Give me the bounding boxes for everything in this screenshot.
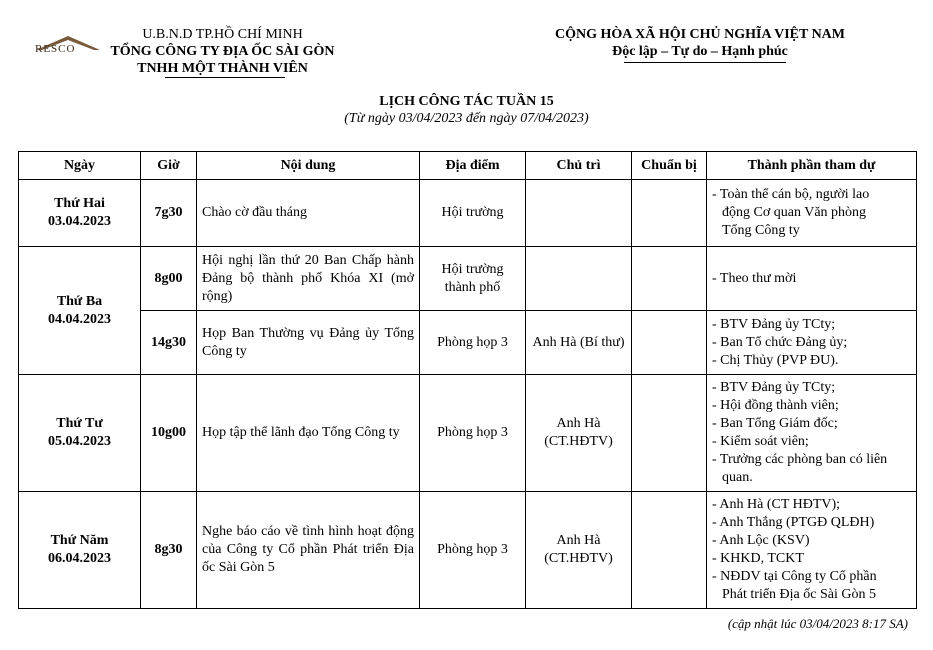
attendee-line: - Anh Thắng (PTGĐ QLĐH) bbox=[712, 515, 875, 530]
chair-cell: Anh Hà (CT.HĐTV) bbox=[526, 492, 632, 609]
content-cell: Chào cờ đầu tháng bbox=[197, 180, 420, 247]
attendee-line: - Anh Hà (CT HĐTV); bbox=[712, 497, 841, 512]
prep-cell bbox=[632, 180, 707, 247]
attendee-line: - BTV Đảng ủy TCty; bbox=[712, 380, 836, 395]
table-row bbox=[19, 247, 917, 311]
attendee-line: Tổng Công ty bbox=[722, 223, 800, 238]
schedule-table bbox=[18, 151, 917, 609]
content-cell: Họp tập thể lãnh đạo Tổng Công ty bbox=[197, 375, 420, 492]
org-line-2: TỔNG CÔNG TY ĐỊA ỐC SÀI GÒN bbox=[110, 44, 335, 59]
prep-cell bbox=[632, 492, 707, 609]
attendee-line: Phát triển Địa ốc Sài Gòn 5 bbox=[722, 587, 876, 602]
col-header-day: Ngày bbox=[19, 152, 141, 180]
time-cell: 8g30 bbox=[141, 492, 197, 609]
attendees-cell bbox=[707, 311, 917, 375]
table-row bbox=[19, 311, 917, 375]
attendee-line: - Chị Thủy (PVP ĐU). bbox=[712, 352, 839, 368]
attendee-line: - Hội đồng thành viên; bbox=[712, 398, 839, 413]
location-cell: Phòng họp 3 bbox=[420, 311, 526, 375]
nation-underline bbox=[624, 62, 786, 63]
day-name: Thứ Hai bbox=[54, 196, 105, 211]
day-cell bbox=[19, 247, 141, 375]
day-date: 05.04.2023 bbox=[48, 434, 111, 449]
day-cell bbox=[19, 492, 141, 609]
table-row bbox=[19, 492, 917, 609]
content-cell: Họp Ban Thường vụ Đảng ủy Tổng Công ty bbox=[197, 311, 420, 375]
chair-cell: Anh Hà (Bí thư) bbox=[526, 311, 632, 375]
attendees-cell bbox=[707, 375, 917, 492]
col-header-time: Giờ bbox=[141, 152, 197, 180]
page-subtitle: (Từ ngày 03/04/2023 đến ngày 07/04/2023) bbox=[344, 111, 589, 126]
attendee-line: - Trưởng các phòng ban có liên bbox=[712, 452, 888, 467]
location-cell: Hội trường thành phố bbox=[420, 247, 526, 311]
location-cell: Hội trường bbox=[420, 180, 526, 247]
attendee-line: động Cơ quan Văn phòng bbox=[722, 205, 867, 220]
attendee-line: - NĐDV tại Công ty Cổ phần bbox=[712, 569, 877, 584]
time-cell: 7g30 bbox=[141, 180, 197, 247]
col-header-prep: Chuẩn bị bbox=[632, 152, 707, 180]
table-row bbox=[19, 375, 917, 492]
content-cell: Nghe báo cáo về tình hình hoạt động của Công ty Cổ phần Phát triển Địa ốc Sài Gòn 5 bbox=[197, 492, 420, 609]
org-header bbox=[95, 26, 350, 77]
prep-cell bbox=[632, 247, 707, 311]
attendee-line: - Kiểm soát viên; bbox=[712, 434, 809, 449]
content-cell: Hội nghị lần thứ 20 Ban Chấp hành Đảng bộ thành phố Khóa XI (mở rộng) bbox=[197, 247, 420, 311]
update-footnote: (cập nhật lúc 03/04/2023 8:17 SA) bbox=[727, 616, 908, 631]
prep-cell bbox=[632, 375, 707, 492]
location-cell: Phòng họp 3 bbox=[420, 375, 526, 492]
nation-line-1: CỘNG HÒA XÃ HỘI CHỦ NGHĨA VIỆT NAM bbox=[554, 27, 845, 42]
attendees-cell bbox=[707, 180, 917, 247]
nation-header bbox=[520, 26, 880, 60]
logo-text: RESCO bbox=[35, 43, 76, 55]
chair-cell bbox=[526, 247, 632, 311]
day-name: Thứ Năm bbox=[50, 533, 109, 548]
org-line-3: TNHH MỘT THÀNH VIÊN bbox=[137, 61, 308, 76]
col-header-location: Địa điểm bbox=[420, 152, 526, 180]
day-cell bbox=[19, 375, 141, 492]
table-header-row bbox=[19, 152, 917, 180]
nation-line-2: Độc lập – Tự do – Hạnh phúc bbox=[612, 44, 788, 59]
prep-cell bbox=[632, 311, 707, 375]
day-name: Thứ Tư bbox=[56, 416, 103, 431]
day-date: 03.04.2023 bbox=[48, 214, 111, 229]
attendee-line: - KHKD, TCKT bbox=[712, 551, 804, 566]
attendee-line: - Ban Tổng Giám đốc; bbox=[712, 416, 838, 431]
org-line-1: U.B.N.D TP.HỒ CHÍ MINH bbox=[142, 27, 303, 42]
attendee-line: - Ban Tổ chức Đảng ủy; bbox=[712, 334, 848, 350]
col-header-chair: Chủ trì bbox=[526, 152, 632, 180]
day-date: 04.04.2023 bbox=[48, 311, 111, 327]
attendees-cell bbox=[707, 492, 917, 609]
org-underline bbox=[165, 77, 285, 78]
page-title: LỊCH CÔNG TÁC TUẦN 15 bbox=[379, 94, 554, 109]
attendees-cell bbox=[707, 247, 917, 311]
day-name: Thứ Ba bbox=[56, 293, 103, 309]
time-cell: 8g00 bbox=[141, 247, 197, 311]
table-row bbox=[19, 180, 917, 247]
attendee-line: - Toàn thể cán bộ, người lao bbox=[712, 187, 870, 202]
col-header-content: Nội dung bbox=[197, 152, 420, 180]
location-cell: Phòng họp 3 bbox=[420, 492, 526, 609]
day-date: 06.04.2023 bbox=[48, 551, 111, 566]
attendee-line: - Theo thư mời bbox=[712, 270, 797, 286]
attendee-line: quan. bbox=[722, 470, 753, 485]
attendee-line: - BTV Đảng ủy TCty; bbox=[712, 316, 836, 332]
attendee-line: - Anh Lộc (KSV) bbox=[712, 533, 810, 548]
col-header-attendees: Thành phần tham dự bbox=[707, 152, 917, 180]
time-cell: 10g00 bbox=[141, 375, 197, 492]
day-cell bbox=[19, 180, 141, 247]
chair-cell bbox=[526, 180, 632, 247]
time-cell: 14g30 bbox=[141, 311, 197, 375]
chair-cell: Anh Hà (CT.HĐTV) bbox=[526, 375, 632, 492]
